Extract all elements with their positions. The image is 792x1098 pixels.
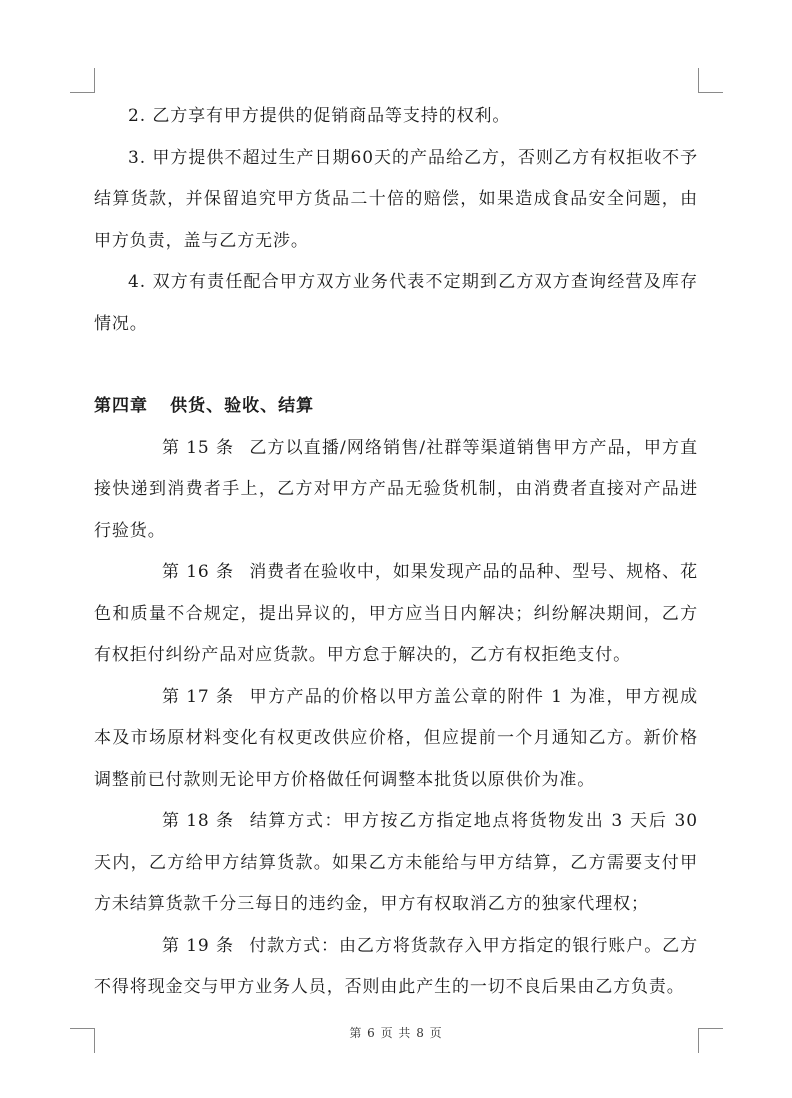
page-footer: [0, 1024, 792, 1041]
chapter-title: 供货、验收、结算: [170, 396, 315, 416]
article-text: 甲方产品的价格以甲方盖公章的附件 1 为准，甲方视成本及市场原材料变化有权更改供应价格，但应提前一个月通知乙方。新价格调整前已付款则无论甲方价格做任何调整本批货以原供价为准。: [94, 686, 698, 790]
chapter-heading: [94, 386, 698, 428]
clause-paragraph: 2. 乙方享有甲方提供的促销商品等支持的权利。: [128, 106, 511, 126]
article-label: 第 16 条: [162, 562, 234, 582]
section-spacer: [94, 345, 698, 386]
article-text: 付款方式：由乙方将货款存入甲方指定的银行账户。乙方不得将现金交与甲方业务人员，否则由此产生的一切不良后果由乙方负责。: [94, 935, 698, 997]
chapter-number: 第四章: [94, 396, 148, 416]
article-label: 第 17 条: [162, 686, 234, 707]
article-paragraph: [94, 552, 698, 677]
clause-paragraph: 4. 双方有责任配合甲方双方业务代表不定期到乙方双方查询经营及库存情况。: [94, 272, 698, 334]
article-label: 第 19 条: [162, 935, 234, 956]
crop-mark-top-left: [70, 68, 95, 93]
article-paragraph: [94, 677, 698, 802]
article-text: 结算方式：甲方按乙方指定地点将货物发出 3 天后 30 天内，乙方给甲方结算货款。如果乙方未能给与甲方结算，乙方需要支付甲方未结算货款千分三每日的违约金，甲方有权取消乙方的独家代理权；: [94, 811, 698, 914]
page-number: 第 6 页 共 8 页: [349, 1026, 443, 1040]
article-paragraph: [94, 801, 698, 926]
clause-paragraph: 3. 甲方提供不超过生产日期60天的产品给乙方，否则乙方有权拒收不予结算货款，并保留追究甲方货品二十倍的赔偿，如果造成食品安全问题，由甲方负责，盖与乙方无涉。: [94, 147, 698, 251]
article-label: 第 18 条: [162, 811, 234, 831]
article-paragraph: [94, 428, 698, 553]
article-text: 乙方以直播/网络销售/社群等渠道销售甲方产品，甲方直接快递到消费者手上，乙方对甲方产品无验货机制，由消费者直接对产品进行验货。: [94, 437, 698, 541]
article-text: 消费者在验收中，如果发现产品的品种、型号、规格、花色和质量不合规定，提出异议的，甲方应当日内解决；纠纷解决期间，乙方有权拒付纠纷产品对应货款。甲方怠于解决的，乙方有权拒绝支付。: [94, 562, 698, 665]
article-paragraph: [94, 926, 698, 1009]
crop-mark-top-right: [698, 68, 723, 93]
document-body: [94, 96, 698, 1009]
article-label: 第 15 条: [162, 437, 234, 458]
